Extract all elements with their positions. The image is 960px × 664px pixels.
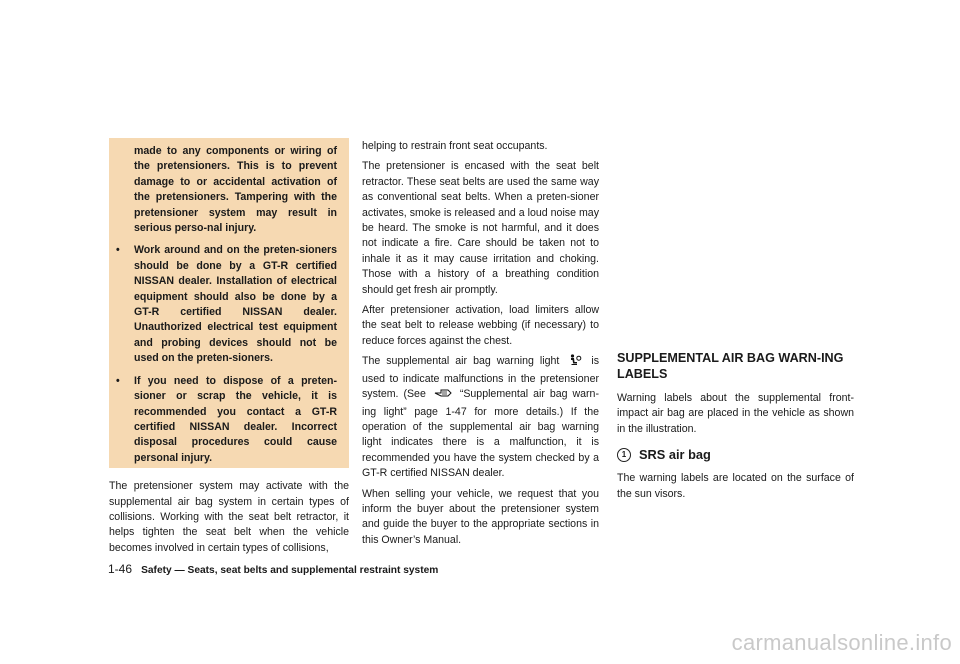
column-middle <box>362 139 599 553</box>
warning-text <box>109 144 349 466</box>
bullet-mark: • <box>116 244 120 257</box>
paragraph: The warning labels are located on the surface of the sun visors. <box>617 472 854 500</box>
paragraph: After pretensioner activation, load limiters allow the seat belt to release webbing (if necessary) to reduce forces against the chest. <box>362 304 599 347</box>
section-heading: SUPPLEMENTAL AIR BAG WARN-ING LABELS <box>617 351 844 381</box>
paragraph: When selling your vehicle, we request that you inform the buyer about the pretensioner system and guide the buyer to the appropriate sections in this Owner’s Manual. <box>362 487 599 546</box>
text-segment: is used to indicate malfunctions in the pretensioner system. (See <box>362 355 599 401</box>
text-segment: The supplemental air bag warning light <box>362 355 560 368</box>
subsection-heading <box>617 447 854 463</box>
paragraph: helping to restrain front seat occupants. <box>362 140 548 152</box>
warning-bullet-text: Work around and on the preten-sioners should be done by a GT-R certified NISSAN dealer. Installation of electrical equipment should also be done by a GT-R certified NISSAN dealer. Unauthorized electrical test equipment and probing devices should not be used on the preten-sioners. <box>134 244 337 365</box>
pretensioner-intro-paragraph: The pretensioner system may activate with the supplemental air bag system in certain types of collisions. Working with the seat belt retractor, it helps tighten the seat belt when the vehicle becomes involved in certain types of collisions, <box>109 480 349 554</box>
page-footer <box>108 562 438 576</box>
warning-light-paragraph <box>362 354 599 481</box>
circled-number-icon: 1 <box>617 448 631 462</box>
text-segment: “Supplemental air bag warn-ing light” page 1-47 for more details.) If the operation of the supplemental air bag warning light indicates there is a malfunction, it is recommended you have the system checked by a GT-R certified NISSAN dealer. <box>362 388 599 480</box>
column-left <box>109 144 349 561</box>
paragraph: Warning labels about the supplemental front-impact air bag are placed in the vehicle as shown in the illustration. <box>617 392 854 435</box>
airbag-warning-icon <box>568 354 582 371</box>
warning-bullet <box>109 243 349 366</box>
warning-bullet-text: If you need to dispose of a preten-sioner or scrap the vehicle, it is recommended you contact a GT-R certified NISSAN dealer. Incorrect disposal procedures could cause personal injury. <box>134 374 337 464</box>
reference-pointer-icon <box>434 388 452 404</box>
footer-title: Safety — Seats, seat belts and supplemental restraint system <box>141 565 439 576</box>
warning-bullet <box>109 374 349 466</box>
page-number: 1-46 <box>108 562 133 576</box>
paragraph: The pretensioner is encased with the seat belt retractor. These seat belts are used the same way as conventional seat belts. When a preten-sioner activates, smoke is released and a loud noise may be heard. The smoke is not harmful, and it does not indicate a fire. Care should be taken not to inhale it as it may cause irritation and choking. Those with a history of a breathing condition should get fresh air promptly. <box>362 160 599 296</box>
bullet-mark: • <box>116 374 120 387</box>
column-right <box>617 350 854 507</box>
warning-intro: made to any components or wiring of the pretensioners. This is to prevent damage to or accidental activation of the pretensioners. Tampering with the pretensioner system may result in serious perso-nal injury. <box>134 145 337 235</box>
subsection-title: SRS air bag <box>639 447 711 463</box>
watermark: carmanualsonline.info <box>731 630 952 655</box>
